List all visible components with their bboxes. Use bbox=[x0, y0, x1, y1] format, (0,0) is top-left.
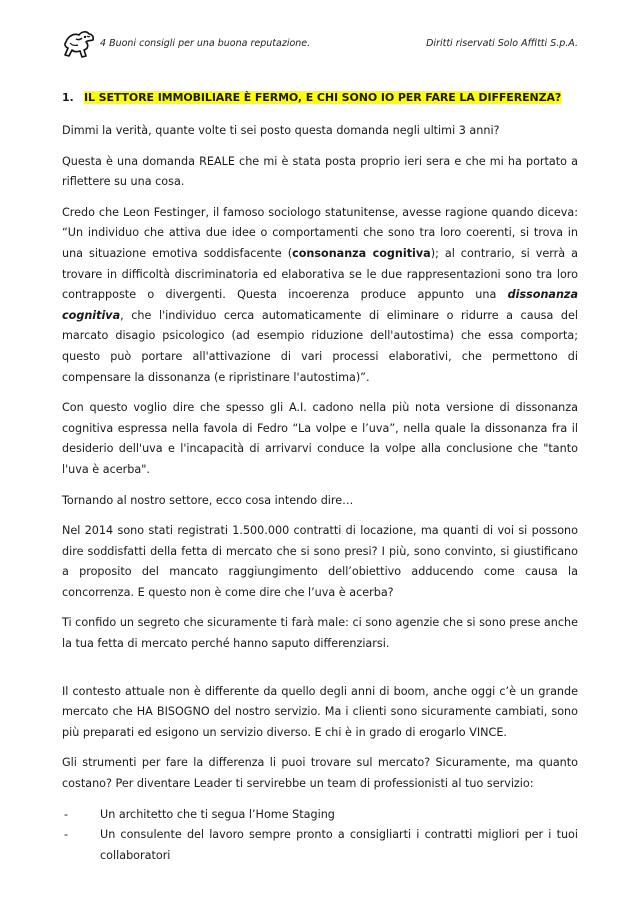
list-item-text: Un consulente del lavoro sempre pronto a consigliarti i contratti migliori per i tuoi collaboratori bbox=[100, 828, 578, 862]
paragraph-3 bbox=[62, 203, 578, 388]
paragraph-4: Con questo voglio dire che spesso gli A.I. cadono nella più nota versione di dissonanza cognitiva espressa nella favola di Fedro “La volpe e l’uva”, nella quale la dissonanza fra il desiderio dell'uva e l'incapacità di arrivarvi conduce la volpe alla conclusione che "tanto l'uva è acerba". bbox=[62, 401, 578, 476]
section-heading bbox=[62, 90, 578, 106]
paragraph-2: Questa è una domanda REALE che mi è stata posta proprio ieri sera e che mi ha portato a riflettere su una cosa. bbox=[62, 154, 578, 189]
paragraph-7: Ti confido un segreto che sicuramente ti farà male: ci sono agenzie che si sono prese anche la tua fetta di mercato perché hanno saputo differenziarsi. bbox=[62, 616, 578, 651]
term-dissonanza-cognitiva: dissonanza cognitiva bbox=[62, 288, 578, 322]
page-header bbox=[62, 28, 578, 62]
paragraph-5: Tornando al nostro settore, ecco cosa intendo dire… bbox=[62, 493, 354, 507]
paragraph-3-text-e: , che l'individuo cerca automaticamente di eliminare o ridurre a causa del marcato disagio psicologico (ad esempio riduzione dell'autostima) che essa comporta; questo può portare all'attivazione di vari processi elaborativi, che permettono di compensare la dissonanza (e ripristinare l'autostima)”. bbox=[62, 308, 578, 384]
paragraph-1: Dimmi la verità, quante volte ti sei posto questa domanda negli ultimi 3 anni? bbox=[62, 124, 500, 137]
paragraph-8: Il contesto attuale non è differente da quello degli anni di boom, anche oggi c’è un grande mercato che HA BISOGNO del nostro servizio. Ma i clienti sono sicuramente cambiati, sono più preparati ed esigono un servizio diverso. E chi è in grado di erogarlo VINCE. bbox=[62, 684, 578, 739]
section-number: 1. bbox=[62, 91, 74, 104]
list-item-text: Un architetto che ti segua l’Home Staging bbox=[100, 807, 335, 821]
header-copyright: Diritti riservati Solo Affitti S.p.A. bbox=[426, 38, 578, 49]
professionals-list bbox=[62, 805, 578, 867]
list-item bbox=[62, 825, 578, 866]
bullet-dash: - bbox=[64, 828, 69, 842]
paragraph-3-text-a: Credo che Leon Festinger, il famoso sociologo statunitense, avesse ragione quando diceva: “Un individuo che attiva due idee o comportamenti che sono tra loro coerenti, si trova in una situazione emotiva soddisfacente ( bbox=[62, 205, 578, 260]
dog-logo-icon bbox=[62, 28, 98, 62]
paragraph-3-text-c: ); al contrario, si verrà a trovare in difficoltà discriminatoria ed elaborativa se le due rappresentazioni sono tra loro contrapposte o divergenti. Questa incoerenza produce appunto una bbox=[62, 246, 578, 302]
bullet-dash: - bbox=[64, 807, 69, 821]
paragraph-6: Nel 2014 sono stati registrati 1.500.000 contratti di locazione, ma quanti di voi si possono dire soddisfatti della fetta di mercato che si sono presi? I più, sono convinto, si giustificano a proposito del mancato raggiungimento dell’obiettivo adducendo come causa la concorrenza. E questo non è come dire che l’uva è acerba? bbox=[62, 524, 578, 599]
document-body bbox=[62, 90, 578, 866]
paragraph-9: Gli strumenti per fare la differenza li puoi trovare sul mercato? Sicuramente, ma quanto costano? Per diventare Leader ti servirebbe un team di professionisti al tuo servizio: bbox=[62, 756, 578, 791]
header-document-title: 4 Buoni consigli per una buona reputazione. bbox=[100, 38, 311, 49]
term-consonanza-cognitiva: consonanza cognitiva bbox=[292, 246, 431, 260]
section-title: IL SETTORE IMMOBILIARE È FERMO, E CHI SONO IO PER FARE LA DIFFERENZA? bbox=[84, 91, 562, 104]
list-item bbox=[62, 805, 578, 826]
